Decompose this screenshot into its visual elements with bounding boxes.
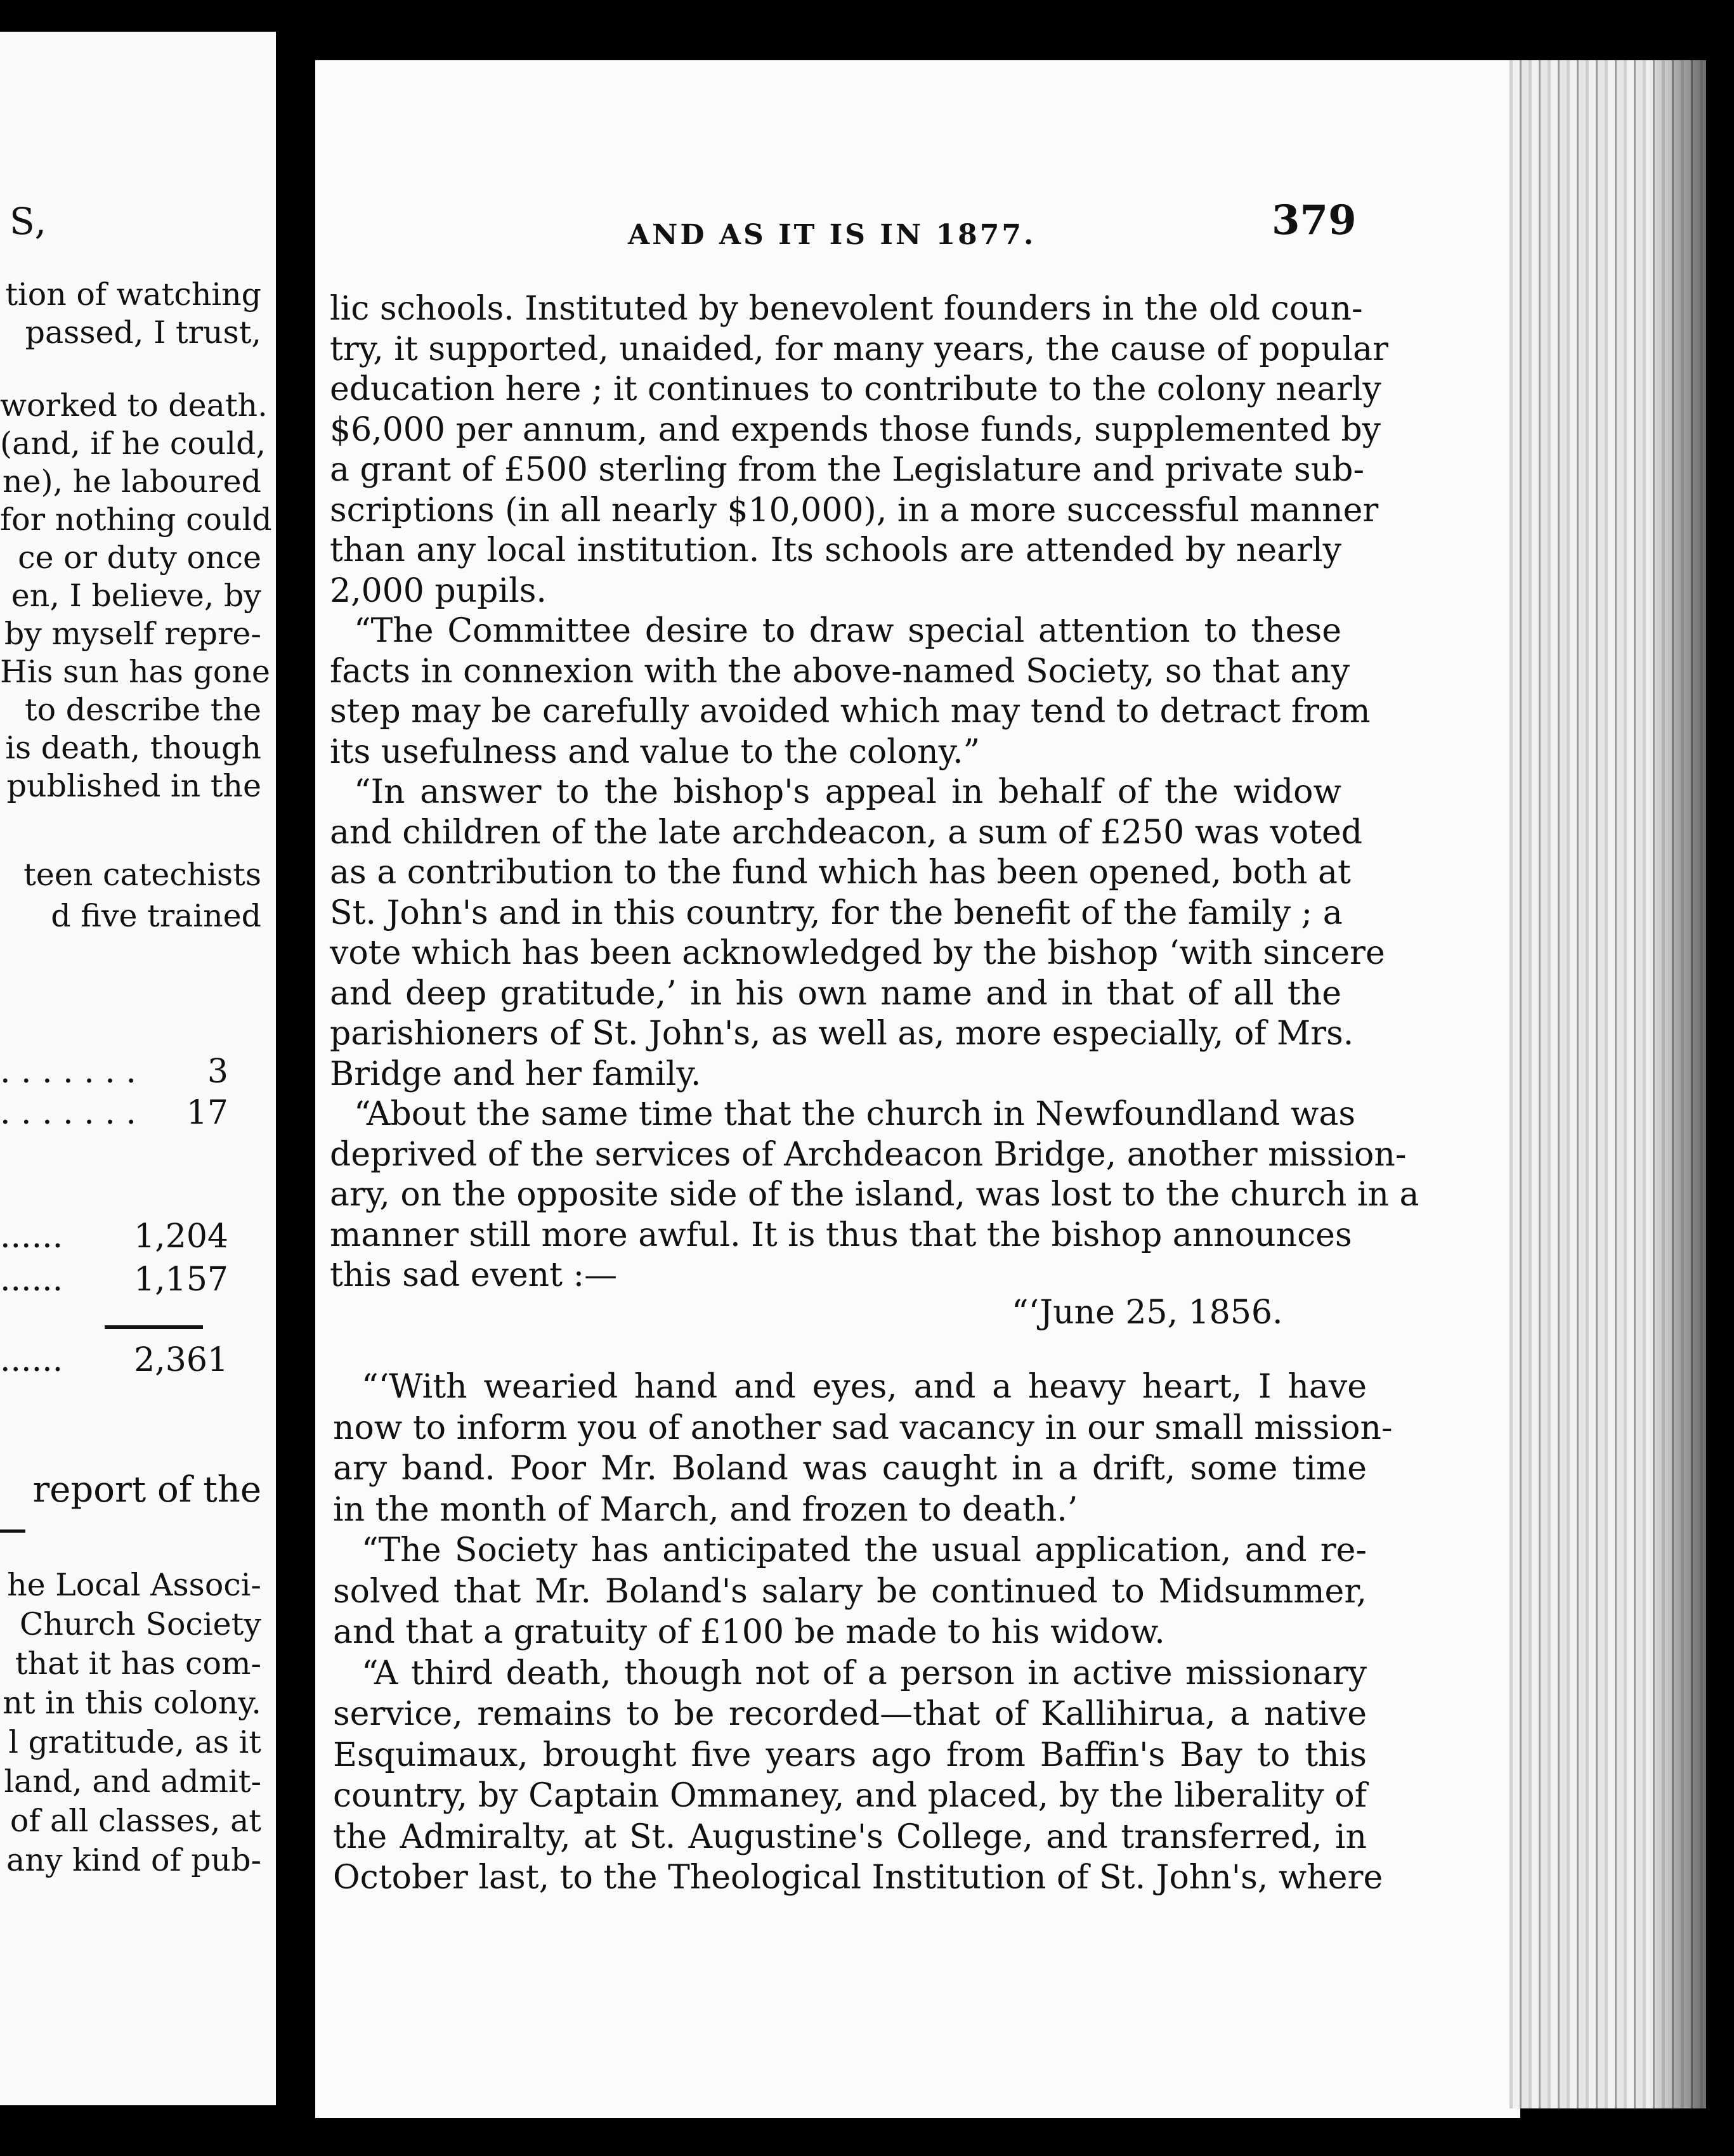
left-line: he Local Associ-: [7, 1567, 261, 1603]
page-edges: [1509, 60, 1706, 2108]
table-value: 17: [186, 1094, 228, 1132]
text-line: and that a gratuity of £100 be made to his widow.: [333, 1613, 1165, 1651]
dateline: “‘June 25, 1856.: [1012, 1294, 1283, 1332]
text-line: manner still more awful. It is thus that the bishop announces: [330, 1216, 1352, 1254]
left-line: (and, if he could,: [0, 425, 266, 462]
text-line: as a contribution to the fund which has been opened, both at: [330, 854, 1351, 892]
leader-dots: ......: [0, 1341, 63, 1379]
running-head: AND AS IT IS IN 1877.: [628, 219, 1036, 251]
table-value: 2,361: [134, 1341, 228, 1379]
left-line: teen catechists: [23, 857, 261, 893]
text-line: than any local institution. Its schools are attended by nearly: [330, 531, 1341, 569]
text-line: “In answer to the bishop's appeal in behalf of the widow: [354, 773, 1341, 811]
text-line: October last, to the Theological Institution of St. John's, where: [333, 1859, 1383, 1897]
text-line: education here ; it continues to contribute to the colony nearly: [330, 370, 1381, 408]
left-line: His sun has gone: [0, 654, 270, 690]
book-gutter: [276, 0, 315, 2156]
text-line: “A third death, though not of a person in active missionary: [362, 1654, 1367, 1692]
text-line: lic schools. Instituted by benevolent founders in the old coun-: [330, 290, 1363, 328]
left-line: d five trained: [51, 898, 261, 934]
text-line: scriptions (in all nearly $10,000), in a more successful manner: [330, 491, 1379, 529]
section-rule: [0, 1529, 25, 1533]
left-line: land, and admit-: [4, 1763, 261, 1800]
left-line: of all classes, at: [10, 1803, 261, 1839]
text-line: the Admiralty, at St. Augustine's College, and transferred, in: [333, 1817, 1367, 1856]
text-line: deprived of the services of Archdeacon Bridge, another mission-: [330, 1135, 1407, 1174]
text-line: parishioners of St. John's, as well as, more especially, of Mrs.: [330, 1015, 1354, 1053]
left-line: ne), he laboured: [2, 464, 261, 500]
text-line: step may be carefully avoided which may tend to detract from: [330, 692, 1371, 731]
edge-shadow: [1649, 60, 1706, 2108]
text-line: this sad event :—: [330, 1256, 618, 1294]
text-line: service, remains to be recorded—that of Kallihirua, a native: [333, 1695, 1367, 1733]
left-line: any kind of pub-: [6, 1842, 261, 1878]
text-line: vote which has been acknowledged by the bishop ‘with sincere: [330, 934, 1385, 972]
left-line: Church Society: [19, 1606, 261, 1642]
text-line: and children of the late archdeacon, a sum of £250 was voted: [330, 813, 1363, 852]
left-line: nt in this colony.: [3, 1685, 261, 1721]
text-line: “The Society has anticipated the usual application, and re-: [362, 1531, 1367, 1569]
sum-rule: [105, 1325, 203, 1329]
left-line: passed, I trust,: [25, 315, 261, 351]
left-running-head-fragment: S,: [10, 200, 48, 243]
left-line: to describe the: [24, 692, 261, 728]
text-line: a grant of £500 sterling from the Legislature and private sub-: [330, 451, 1365, 489]
leader-dots: . . . . . . .: [0, 1094, 136, 1132]
text-line: and deep gratitude,’ in his own name and in that of all the: [330, 974, 1341, 1013]
left-line: report of the: [32, 1469, 261, 1510]
left-line: is death, though: [5, 730, 261, 766]
text-line: $6,000 per annum, and expends those funds, supplemented by: [330, 410, 1381, 449]
text-line: “The Committee desire to draw special attention to these: [354, 612, 1341, 650]
text-line: “‘With wearied hand and eyes, and a heavy heart, I have: [362, 1368, 1367, 1406]
table-value: 1,204: [134, 1218, 228, 1256]
leader-dots: ......: [0, 1218, 63, 1256]
leader-dots: ......: [0, 1261, 63, 1299]
text-line: St. John's and in this country, for the benefit of the family ; a: [330, 893, 1343, 932]
left-line: tion of watching: [5, 276, 261, 313]
left-line: that it has com-: [15, 1646, 261, 1682]
table-value: 1,157: [134, 1261, 228, 1299]
left-line: ce or duty once: [18, 540, 261, 576]
table-value: 3: [207, 1053, 228, 1091]
text-line: in the month of March, and frozen to death.’: [333, 1490, 1078, 1529]
text-line: ary band. Poor Mr. Boland was caught in a drift, some time: [333, 1450, 1367, 1488]
text-line: solved that Mr. Boland's salary be continued to Midsummer,: [333, 1572, 1367, 1611]
text-line: “About the same time that the church in Newfoundland was: [354, 1095, 1356, 1133]
text-line: facts in connexion with the above-named Society, so that any: [330, 652, 1350, 691]
page-number: 379: [1272, 197, 1357, 244]
text-line: 2,000 pupils.: [330, 571, 547, 610]
text-line: now to inform you of another sad vacancy in our small mission-: [333, 1408, 1393, 1447]
text-line: its usefulness and value to the colony.”: [330, 732, 981, 771]
left-line: by myself repre-: [4, 616, 261, 652]
text-line: Esquimaux, brought five years ago from Baffin's Bay to this: [333, 1736, 1367, 1774]
left-line: en, I believe, by: [11, 578, 261, 614]
left-page: [0, 32, 276, 2105]
leader-dots: . . . . . . .: [0, 1053, 136, 1091]
left-line: for nothing could: [0, 502, 272, 538]
text-line: country, by Captain Ommaney, and placed, by the liberality of: [333, 1777, 1367, 1815]
text-line: try, it supported, unaided, for many years, the cause of popular: [330, 330, 1388, 368]
left-line: l gratitude, as it: [8, 1724, 261, 1760]
left-line: worked to death.: [0, 387, 268, 424]
text-line: ary, on the opposite side of the island, was lost to the church in a: [330, 1176, 1419, 1214]
text-line: Bridge and her family.: [330, 1055, 701, 1093]
left-line: published in the: [6, 768, 261, 804]
